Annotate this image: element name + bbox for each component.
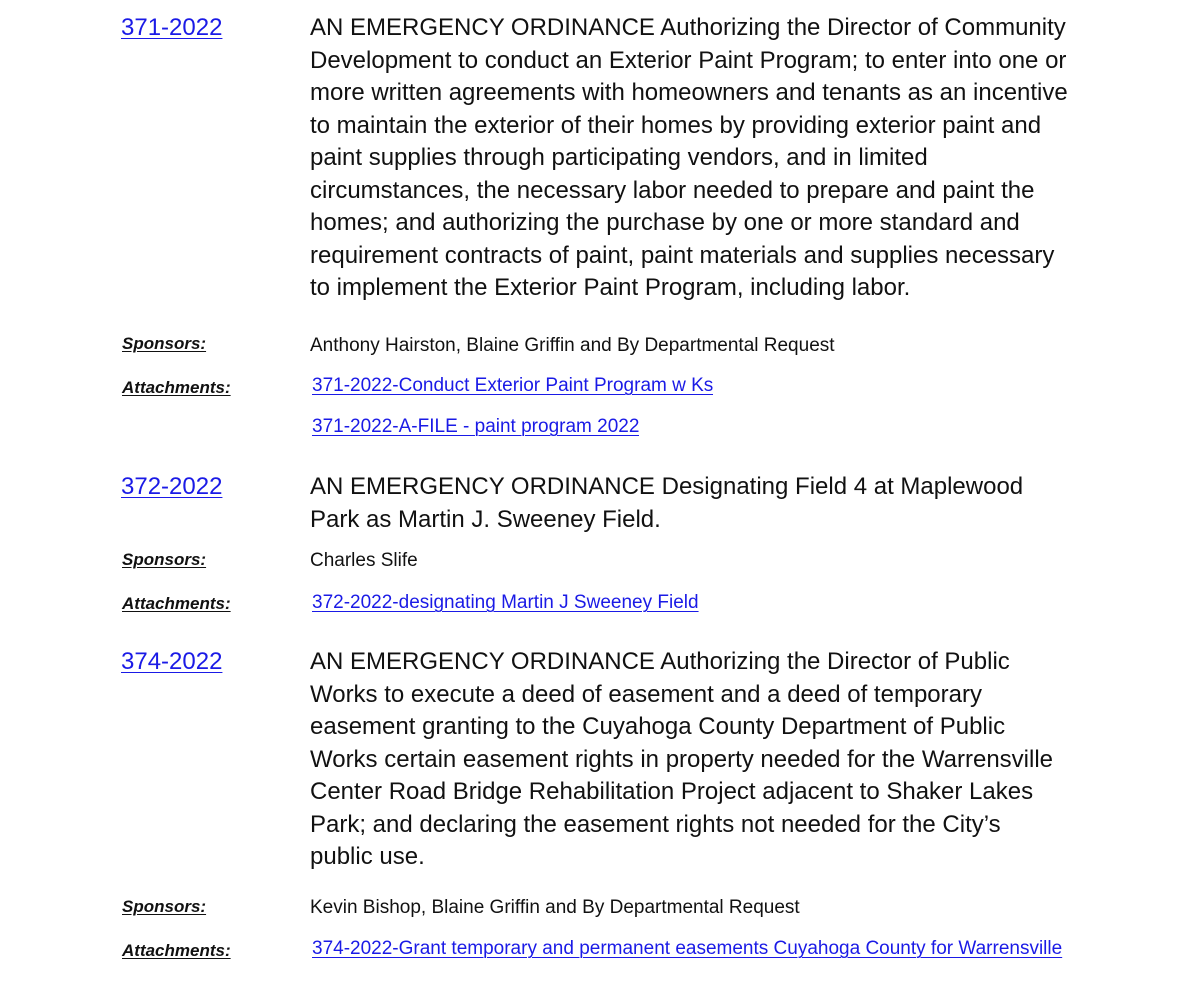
ordinance-title (310, 646, 1140, 874)
title-line: easement granting to the Cuyahoga County Department of Public (310, 713, 1006, 740)
file-number-link[interactable]: 372-2022 (121, 473, 223, 500)
attachment-link[interactable]: 371-2022-A-FILE - paint program 2022 (312, 416, 640, 437)
title-line: Development to conduct an Exterior Paint Program; to enter into one or (310, 46, 1067, 74)
ordinance-title (310, 471, 1140, 536)
title-line: to implement the Exterior Paint Program, including labor. (310, 274, 911, 301)
attachments-label: Attachments: (122, 594, 231, 613)
file-number-link[interactable]: 371-2022 (121, 14, 223, 41)
title-line: circumstances, the necessary labor needed to prepare and paint the (310, 176, 1035, 204)
title-line: to maintain the exterior of their homes by providing exterior paint and (310, 111, 1042, 139)
attachment-link[interactable]: 374-2022-Grant temporary and permanent easements Cuyahoga County for Warrensville (312, 938, 1063, 959)
sponsors-label: Sponsors: (122, 550, 207, 569)
attachment-link[interactable]: 371-2022-Conduct Exterior Paint Program w Ks (312, 375, 714, 396)
title-line: AN EMERGENCY ORDINANCE Authorizing the Director of Public (310, 648, 1010, 675)
title-line: Works to execute a deed of easement and a deed of temporary (310, 680, 982, 708)
title-line: more written agreements with homeowners and tenants as an incentive (310, 79, 1068, 106)
sponsors-label: Sponsors: (122, 897, 207, 916)
sponsors-value: Kevin Bishop, Blaine Griffin and By Departmental Request (310, 897, 800, 918)
sponsors-value: Charles Slife (310, 550, 418, 571)
title-line: AN EMERGENCY ORDINANCE Authorizing the Director of Community (310, 14, 1066, 41)
title-line: AN EMERGENCY ORDINANCE Designating Field 4 at Maplewood (310, 473, 1024, 500)
title-line: Park as Martin J. Sweeney Field. (310, 505, 661, 533)
title-line: requirement contracts of paint, paint materials and supplies necessary (310, 241, 1055, 269)
ordinance-title (310, 12, 1140, 305)
title-line: Center Road Bridge Rehabilitation Project adjacent to Shaker Lakes (310, 778, 1034, 805)
title-line: homes; and authorizing the purchase by one or more standard and (310, 209, 1020, 236)
file-number-link[interactable]: 374-2022 (121, 648, 223, 675)
attachments-label: Attachments: (122, 941, 231, 960)
attachment-link[interactable]: 372-2022-designating Martin J Sweeney Field (312, 592, 699, 613)
sponsors-value: Anthony Hairston, Blaine Griffin and By Departmental Request (310, 335, 835, 356)
title-line: Park; and declaring the easement rights not needed for the City’s (310, 810, 1001, 838)
title-line: Works certain easement rights in property needed for the Warrensville (310, 745, 1054, 773)
sponsors-label: Sponsors: (122, 334, 207, 353)
title-line: paint supplies through participating vendors, and in limited (310, 144, 928, 171)
title-line: public use. (310, 843, 425, 870)
attachments-label: Attachments: (122, 378, 231, 397)
